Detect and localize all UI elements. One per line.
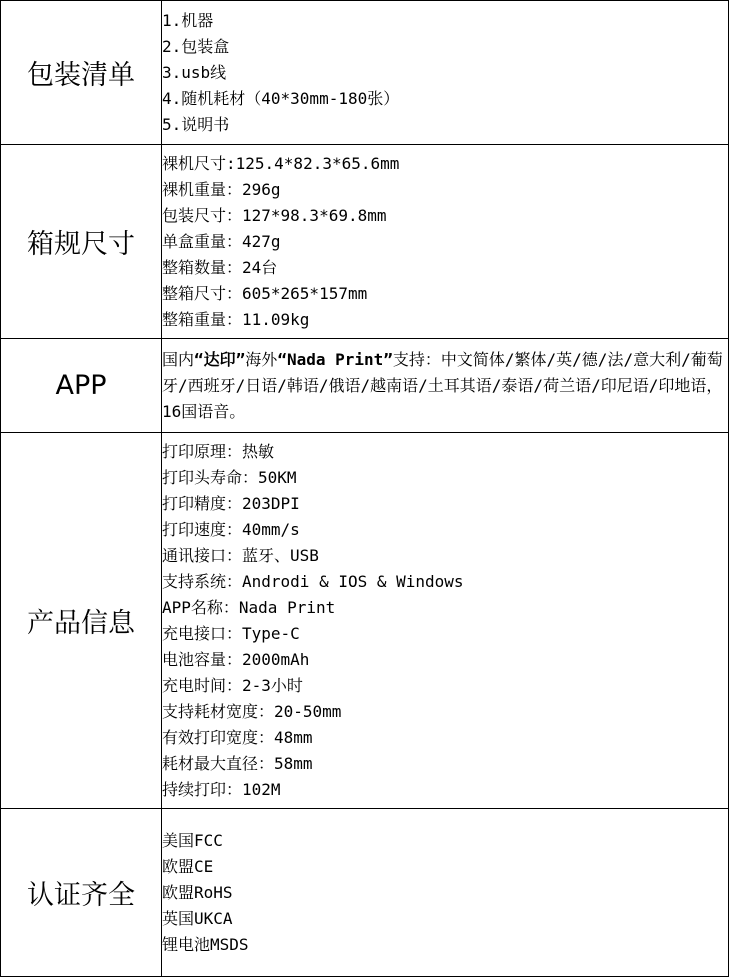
list-item: 美国FCC xyxy=(162,830,223,850)
list-item: APP名称：Nada Print xyxy=(162,597,336,617)
row-label: APP xyxy=(1,339,162,433)
app-mid: 海外 xyxy=(245,349,278,369)
row-label: 包装清单 xyxy=(1,1,162,145)
app-prefix: 国内 xyxy=(162,349,195,369)
table-row-box-dimensions xyxy=(1,145,729,339)
list-item: 耗材最大直径：58mm xyxy=(162,753,313,773)
list-item: 欧盟CE xyxy=(162,856,214,876)
list-item: 有效打印宽度：48mm xyxy=(162,727,313,747)
list-item: 打印原理：热敏 xyxy=(162,441,275,461)
row-content xyxy=(162,145,729,339)
list-item: 充电时间：2-3小时 xyxy=(162,675,303,695)
list-item: 4.随机耗材（40*30mm-180张） xyxy=(162,88,400,108)
list-item: 电池容量：2000mAh xyxy=(162,649,310,669)
row-content xyxy=(162,1,729,145)
list-item: 5.说明书 xyxy=(162,114,230,134)
list-item: 裸机尺寸:125.4*82.3*65.6mm xyxy=(162,153,400,173)
list-item: 支持系统：Androdi & IOS & Windows xyxy=(162,571,464,591)
row-label: 产品信息 xyxy=(1,433,162,809)
app-cn-name: “达印” xyxy=(194,349,246,369)
list-item: 锂电池MSDS xyxy=(162,934,249,954)
list-item: 整箱重量：11.09kg xyxy=(162,309,310,329)
list-item: 打印精度：203DPI xyxy=(162,493,300,513)
row-label: 认证齐全 xyxy=(1,809,162,977)
list-item: 打印头寿命：50KM xyxy=(162,467,297,487)
row-content xyxy=(162,339,729,433)
list-item: 支持耗材宽度：20-50mm xyxy=(162,701,342,721)
list-item: 打印速度：40mm/s xyxy=(162,519,300,539)
list-item: 整箱尺寸：605*265*157mm xyxy=(162,283,368,303)
list-item: 2.包装盒 xyxy=(162,36,230,56)
table-row-certifications xyxy=(1,809,729,977)
list-item: 单盒重量：427g xyxy=(162,231,281,251)
table-row-app xyxy=(1,339,729,433)
list-item: 整箱数量：24台 xyxy=(162,257,278,277)
list-item: 1.机器 xyxy=(162,10,214,30)
list-item: 包装尺寸：127*98.3*69.8mm xyxy=(162,205,387,225)
row-content xyxy=(162,809,729,977)
list-item: 欧盟RoHS xyxy=(162,882,233,902)
list-item: 3.usb线 xyxy=(162,62,227,82)
list-item: 充电接口：Type-C xyxy=(162,623,300,643)
table-row-packing-list xyxy=(1,1,729,145)
list-item: 裸机重量：296g xyxy=(162,179,281,199)
app-description xyxy=(162,347,728,425)
row-label: 箱规尺寸 xyxy=(1,145,162,339)
list-item: 英国UKCA xyxy=(162,908,233,928)
row-content xyxy=(162,433,729,809)
list-item: 持续打印：102M xyxy=(162,779,281,799)
list-item: 通讯接口：蓝牙、USB xyxy=(162,545,319,565)
app-en-name: “Nada Print” xyxy=(277,349,393,369)
table-row-product-info xyxy=(1,433,729,809)
app-languages: 支持：中文简体/繁体/英/德/法/意大利/葡萄牙/西班牙/日语/韩语/俄语/越南语/土耳其语/泰语/荷兰语/印尼语/印地语，16国语音。 xyxy=(162,349,723,421)
